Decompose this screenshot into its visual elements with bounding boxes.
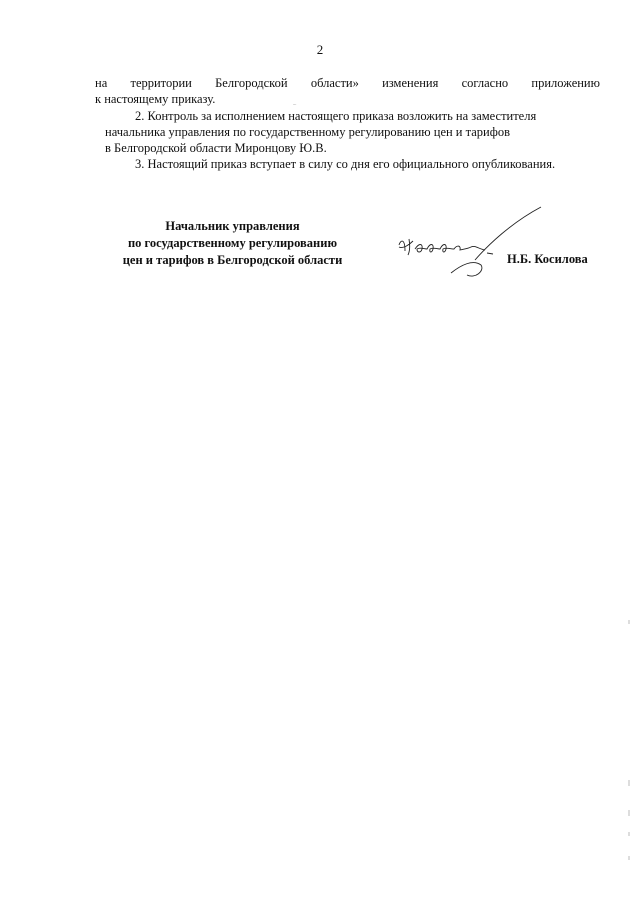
word: области» (310, 76, 359, 90)
scan-artifact-marks (626, 620, 632, 870)
word: приложению (531, 76, 600, 90)
word: на (95, 76, 108, 90)
paragraph-1-line-1 (95, 75, 600, 91)
word: согласно (461, 76, 509, 90)
signatory-title-line-3: цен и тарифов в Белгородской области (122, 253, 343, 267)
signatory-title-line-2: по государственному регулированию (127, 236, 338, 250)
signatory-title (95, 218, 370, 269)
word: Белгородской (215, 76, 288, 90)
paragraph-1-line-2: к настоящему приказу. (95, 92, 216, 106)
signer-name: Н.Б. Косилова (507, 252, 588, 266)
paragraph-2-line-3: в Белгородской области Миронцову Ю.В. (105, 141, 327, 155)
word: изменения (382, 76, 439, 90)
signatory-title-line-1: Начальник управления (165, 219, 300, 233)
paragraph-2-line-1: 2. Контроль за исполнением настоящего приказа возложить на заместителя (135, 109, 537, 123)
paragraph-3-line-1: 3. Настоящий приказ вступает в силу со дня его официального опубликования. (135, 157, 556, 171)
paragraph-2 (95, 108, 600, 156)
paragraph-1 (95, 75, 600, 107)
paragraph-3 (95, 156, 600, 172)
paragraph-2-line-2: начальника управления по государственному регулированию цен и тарифов (105, 125, 510, 139)
word: территории (130, 76, 192, 90)
signature-text: Нкосил (293, 105, 297, 106)
page-number: 2 (316, 42, 324, 57)
